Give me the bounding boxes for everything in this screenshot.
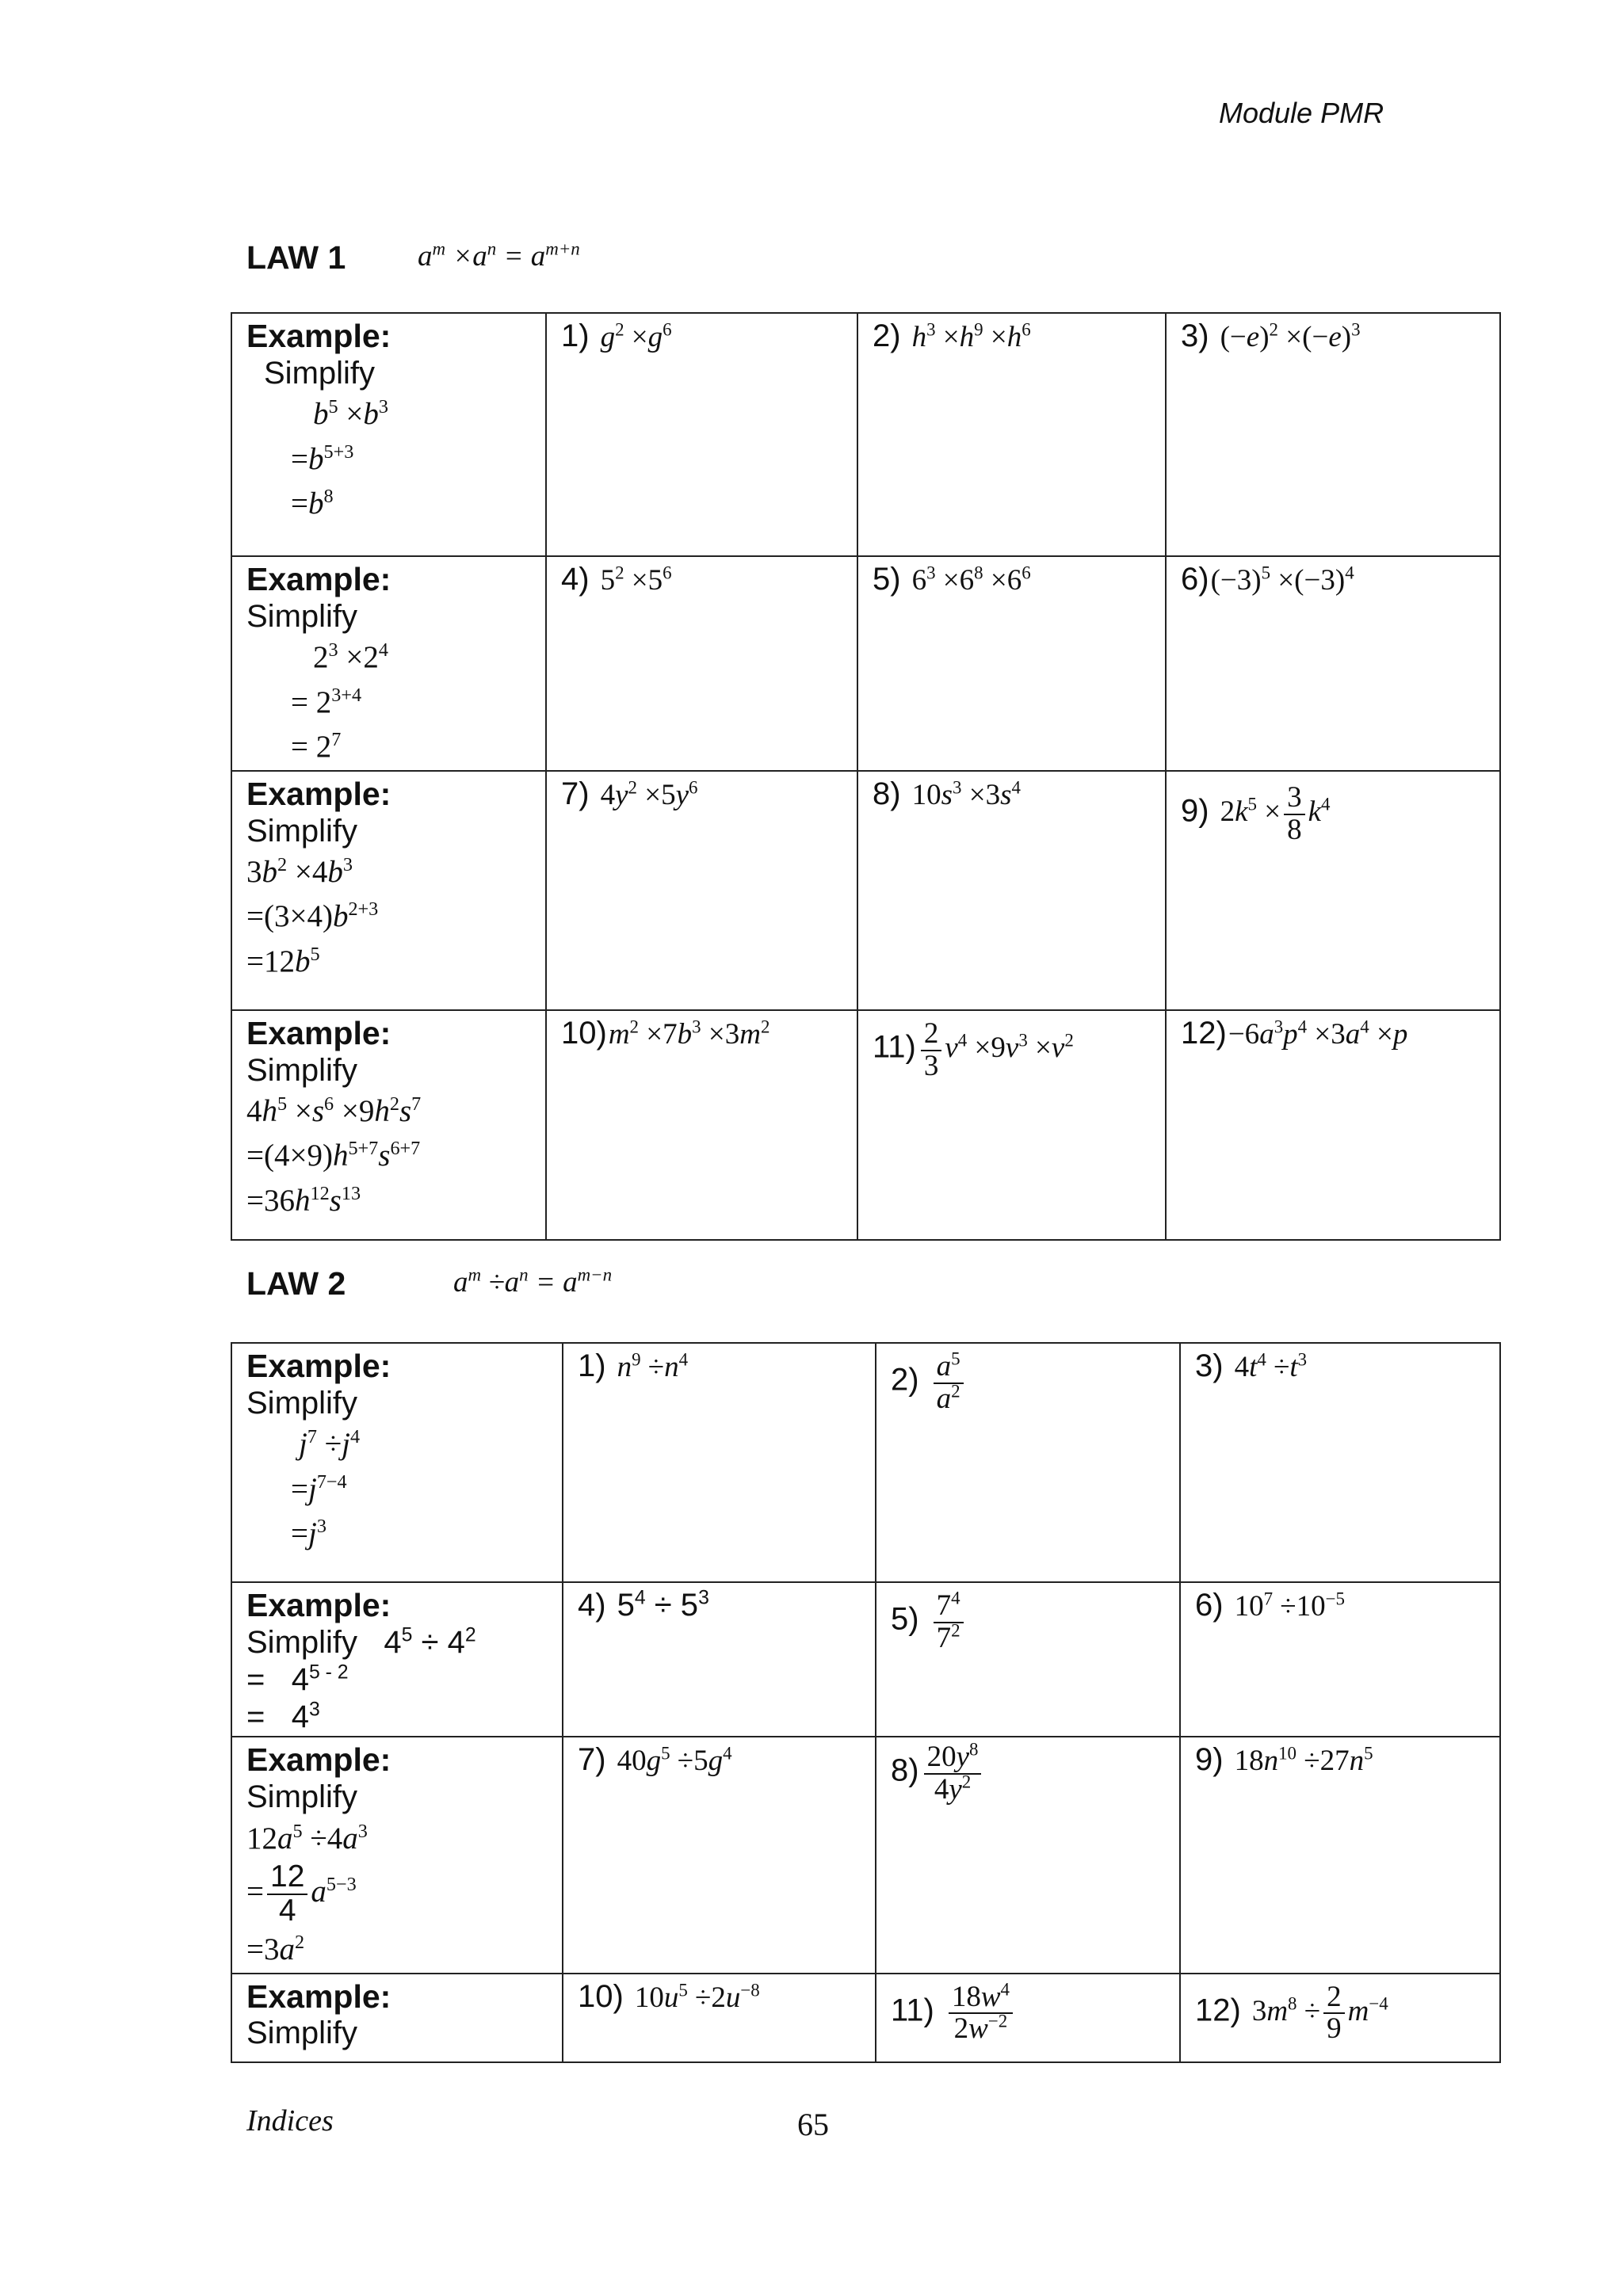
question-cell[interactable]	[876, 1737, 1180, 1973]
example-simplify: Simplify	[264, 355, 376, 391]
question-cell[interactable]	[563, 1737, 876, 1973]
question-cell[interactable]	[1166, 313, 1500, 556]
question-number: 9)	[1195, 1742, 1224, 1778]
question-cell[interactable]	[1166, 771, 1500, 1010]
question-cell[interactable]	[1180, 1737, 1500, 1973]
example-line: = $2^{3+4}$	[291, 684, 362, 719]
example-line: $12a^5 \div 4a^3$	[246, 1820, 368, 1855]
example-label: Example:	[246, 1348, 391, 1384]
example-cell	[231, 1974, 563, 2062]
example-simplify: Simplify	[246, 1385, 358, 1421]
example-simplify: Simplify	[246, 1779, 358, 1815]
law2-formula: $a^m \div a^n = a^{m-n}$	[453, 1264, 613, 1299]
example-line: $=b^8$	[291, 486, 334, 521]
law1-row	[231, 1010, 1500, 1240]
example-line: = $4^3$	[246, 1699, 320, 1735]
law1-title: LAW 1	[246, 239, 346, 276]
question	[891, 1742, 1165, 1806]
question-cell[interactable]	[876, 1582, 1180, 1737]
question-cell[interactable]	[1180, 1343, 1500, 1582]
example-label: Example:	[246, 1978, 391, 2015]
question-expression: $4y^2 \times 5y^6$	[600, 777, 698, 811]
question-expression: $40g^5 \div 5g^4$	[617, 1744, 732, 1778]
question	[873, 1016, 1151, 1082]
law1-row	[231, 771, 1500, 1010]
example-label: Example:	[246, 1741, 391, 1779]
question	[1181, 1016, 1485, 1051]
question	[891, 1979, 1165, 2046]
example-line: $4h^5 \times s^6 \times 9h^2s^7$	[246, 1093, 422, 1128]
question-cell[interactable]	[857, 1010, 1166, 1240]
question-number: 2)	[873, 318, 901, 353]
example-cell	[231, 1737, 563, 1973]
question-number: 4)	[561, 562, 590, 597]
question-cell[interactable]	[563, 1974, 876, 2062]
example-simplify: Simplify	[246, 1052, 358, 1088]
question-expression: $\frac{a^5}{a^2}$	[930, 1364, 967, 1397]
module-header: Module PMR	[1219, 97, 1384, 129]
question	[873, 776, 1151, 812]
example-line: $=b^{5+3}$	[291, 441, 354, 476]
example-simplify: Simplify	[246, 2016, 358, 2051]
example-line: $=12b^5$	[246, 943, 320, 978]
example-simplify: Simplify	[246, 813, 358, 849]
example-label: Example:	[246, 1014, 391, 1051]
question-expression: $18n^{10} \div 27n^5$	[1234, 1744, 1373, 1778]
question-cell[interactable]	[1180, 1582, 1500, 1737]
question-number: 5)	[873, 562, 901, 597]
example-line: $=j^3$	[291, 1516, 327, 1551]
example-simplify: Simplify $4^5 \div 4^2$	[246, 1624, 476, 1660]
question	[561, 776, 842, 812]
law1-table	[231, 312, 1501, 1241]
example-cell	[231, 556, 546, 771]
question-cell[interactable]	[876, 1343, 1180, 1582]
question-number: 12)	[1181, 1015, 1227, 1051]
question-expression: $n^9 \div n^4$	[617, 1349, 689, 1383]
question-cell[interactable]	[857, 771, 1166, 1010]
law2-row	[231, 1582, 1500, 1737]
question-expression: $\frac{2}{3}$ $v^4 \times 9v^3 \times v^2$	[918, 1032, 1074, 1064]
question-number: 5)	[891, 1601, 919, 1637]
example-line: $2^3 \times 2^4$	[313, 639, 388, 675]
example-line: $=(4\times 9)h^{5+7}s^{6+7}$	[246, 1138, 421, 1173]
question	[1195, 1742, 1485, 1778]
question-number: 3)	[1181, 318, 1209, 353]
question-cell[interactable]	[563, 1343, 876, 1582]
example-line: $=j^{7-4}$	[291, 1470, 347, 1506]
question-cell[interactable]	[857, 313, 1166, 556]
question-expression: $10s^3 \times 3s^4$	[911, 777, 1021, 811]
question-cell[interactable]	[876, 1974, 1180, 2062]
question-number: 12)	[1195, 1992, 1241, 2027]
example-label: Example:	[246, 775, 391, 812]
question-number: 7)	[561, 776, 590, 811]
example-cell	[231, 1010, 546, 1240]
example-label: Example:	[246, 318, 391, 354]
law2-row	[231, 1737, 1500, 1973]
question-number: 11)	[873, 1029, 916, 1065]
question-cell[interactable]	[546, 313, 857, 556]
question-cell[interactable]	[1166, 1010, 1500, 1240]
question-number: 8)	[873, 776, 901, 811]
example-line: = $\frac{12}{4}$ $a^{5-3}$	[246, 1859, 357, 1928]
question-number: 7)	[578, 1742, 606, 1778]
question-cell[interactable]	[1166, 556, 1500, 771]
example-cell	[231, 313, 546, 556]
law1-row	[231, 313, 1500, 556]
question-expression: $\frac{20y^8}{4y^2}$	[921, 1756, 985, 1788]
question	[1195, 1588, 1485, 1623]
example-cell	[231, 1343, 563, 1582]
question-number: 10)	[578, 1978, 624, 2014]
question	[1195, 1982, 1485, 2046]
question-cell[interactable]	[1180, 1974, 1500, 2062]
question-expression: $5^4 \div 5^3$	[617, 1587, 709, 1623]
example-line: = 4$^{5 - 2}$	[246, 1661, 349, 1698]
law2-row	[231, 1974, 1500, 2062]
question	[891, 1588, 1165, 1654]
question	[873, 562, 1151, 597]
question-number: 4)	[578, 1588, 606, 1623]
question-cell[interactable]	[563, 1582, 876, 1737]
question	[578, 1588, 861, 1623]
law2-row	[231, 1343, 1500, 1582]
example-line: $j^7 \div j^4$	[299, 1426, 361, 1462]
question-expression: $4t^4 \div t^3$	[1234, 1349, 1308, 1383]
question	[1181, 318, 1485, 354]
question-number: 10)	[561, 1015, 607, 1051]
question-cell[interactable]	[546, 771, 857, 1010]
example-line: $3b^2 \times 4b^3$	[246, 853, 353, 889]
question	[1181, 780, 1485, 846]
example-cell	[231, 1582, 563, 1737]
question-expression: $2k^5$ × $\frac{3}{8}$ $k^4$	[1220, 780, 1331, 846]
question-number: 2)	[891, 1362, 919, 1398]
example-cell	[231, 771, 546, 1010]
example-line: $=(3\times 4)b^{2+3}$	[246, 898, 379, 934]
question	[561, 562, 842, 597]
question	[1195, 1348, 1485, 1384]
question-expression: $6^3 \times 6^8 \times 6^6$	[911, 563, 1031, 597]
example-line: $b^5 \times b^3$	[313, 396, 388, 432]
question-number: 6)	[1195, 1588, 1224, 1623]
question	[578, 1742, 861, 1778]
question-expression: $10u^5 \div 2u^{-8}$	[634, 1980, 760, 2014]
question-number: 1)	[578, 1348, 606, 1383]
question-cell[interactable]	[546, 556, 857, 771]
question	[873, 318, 1151, 354]
question-number: 8)	[891, 1753, 919, 1788]
question-expression: $10^7 \div 10^{-5}$	[1234, 1589, 1346, 1623]
question	[891, 1348, 1165, 1415]
question	[561, 1016, 842, 1051]
question-expression: $3m^8$ ÷ $\frac{2}{9}$ $m^{-4}$	[1251, 1980, 1388, 2046]
question	[1181, 562, 1485, 597]
law1-formula: $a^m \times a^n = a^{m+n}$	[418, 238, 580, 273]
question-number: 1)	[561, 318, 590, 353]
question-cell[interactable]	[546, 1010, 857, 1240]
question-expression: $\frac{18w^4}{2w^{-2}}$	[945, 1995, 1016, 2027]
question-expression: $m^2 \times 7b^3 \times 3m^2$	[608, 1016, 770, 1051]
question-number: 9)	[1181, 793, 1209, 829]
question-number: 3)	[1195, 1348, 1224, 1383]
question	[561, 318, 842, 354]
footer-topic: Indices	[246, 2104, 334, 2138]
question-number: 6)	[1181, 562, 1209, 597]
example-line: $=36h^{12}s^{13}$	[246, 1182, 361, 1218]
question	[578, 1348, 861, 1384]
question	[578, 1979, 861, 2015]
question-expression: $(-3)^5 \times(-3)^4$	[1210, 563, 1354, 597]
question-expression: $h^3 \times h^9 \times h^6$	[911, 319, 1031, 353]
question-expression: $5^2 \times 5^6$	[600, 563, 672, 597]
question-expression: $g^2 \times g^6$	[600, 319, 672, 353]
question-expression: $-6a^3p^4 \times 3a^4 \times p$	[1228, 1016, 1408, 1051]
question-number: 11)	[891, 1992, 934, 2027]
law1-row	[231, 556, 1500, 771]
law2-table	[231, 1342, 1501, 2063]
question-expression: $\frac{7^4}{7^2}$	[930, 1604, 967, 1636]
law2-title: LAW 2	[246, 1265, 346, 1302]
question-expression: $(-e)^2 \times(-e)^3$	[1220, 319, 1361, 353]
example-line: = $2^7$	[291, 729, 342, 765]
example-simplify: Simplify	[246, 598, 358, 634]
example-label: Example:	[246, 1587, 391, 1623]
example-label: Example:	[246, 561, 391, 597]
example-line: $=3a^2$	[246, 1931, 305, 1966]
page-number: 65	[797, 2107, 829, 2142]
question-cell[interactable]	[857, 556, 1166, 771]
